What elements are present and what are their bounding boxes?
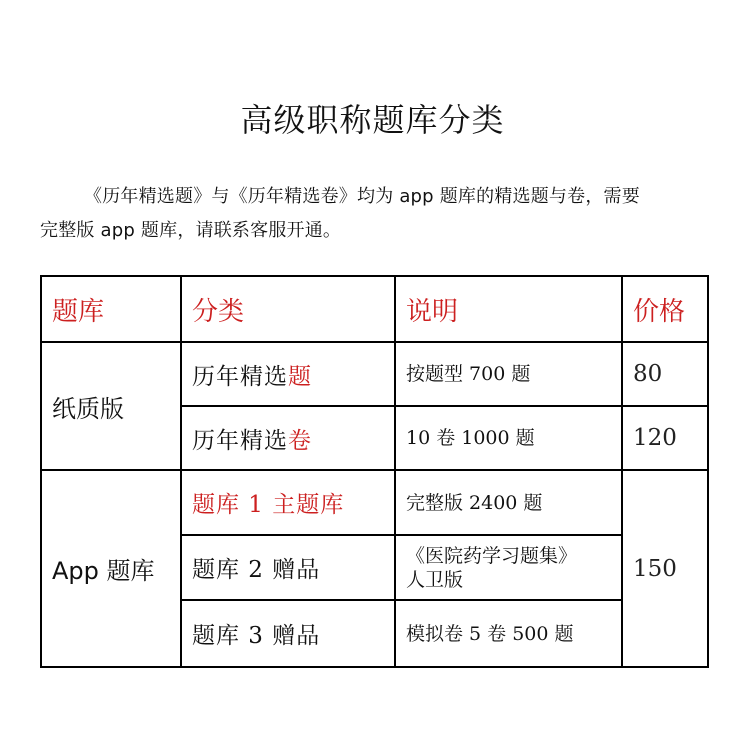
category-text: 历年精选 bbox=[192, 427, 288, 454]
header-description: 说明 bbox=[395, 276, 622, 342]
group-paper-edition: 纸质版 bbox=[41, 342, 181, 470]
price-cell: 80 bbox=[622, 342, 708, 406]
page-title: 高级职称题库分类 bbox=[240, 101, 505, 139]
category-cell: 题库 3 赠品 bbox=[181, 600, 395, 667]
price-cell: 120 bbox=[622, 406, 708, 470]
group-app-bank: App 题库 bbox=[41, 470, 181, 667]
table-row bbox=[41, 470, 708, 535]
intro-line-1: 《历年精选题》与《历年精选卷》均为 app 题库的精选题与卷，需要 bbox=[84, 186, 640, 207]
price-cell: 150 bbox=[622, 470, 708, 667]
intro-paragraph bbox=[40, 180, 720, 248]
description-cell: 按题型 700 题 bbox=[395, 342, 622, 406]
category-cell: 题库 2 赠品 bbox=[181, 535, 395, 600]
description-cell bbox=[395, 535, 622, 600]
description-line-1: 《医院药学习题集》 bbox=[406, 544, 578, 567]
question-bank-table bbox=[40, 275, 709, 668]
table-row bbox=[41, 342, 708, 406]
description-cell: 10 卷 1000 题 bbox=[395, 406, 622, 470]
category-cell bbox=[181, 406, 395, 470]
category-highlight: 卷 bbox=[288, 427, 312, 454]
category-cell bbox=[181, 342, 395, 406]
description-line-2: 人卫版 bbox=[406, 568, 464, 591]
intro-line-2: 完整版 app 题库，请联系客服开通。 bbox=[40, 220, 342, 241]
header-category: 分类 bbox=[181, 276, 395, 342]
description-cell: 模拟卷 5 卷 500 题 bbox=[395, 600, 622, 667]
description-cell: 完整版 2400 题 bbox=[395, 470, 622, 535]
category-highlight: 题 bbox=[288, 363, 312, 390]
header-price: 价格 bbox=[622, 276, 708, 342]
table-header-row bbox=[41, 276, 708, 342]
category-text: 历年精选 bbox=[192, 363, 288, 390]
header-bank: 题库 bbox=[41, 276, 181, 342]
category-cell: 题库 1 主题库 bbox=[181, 470, 395, 535]
